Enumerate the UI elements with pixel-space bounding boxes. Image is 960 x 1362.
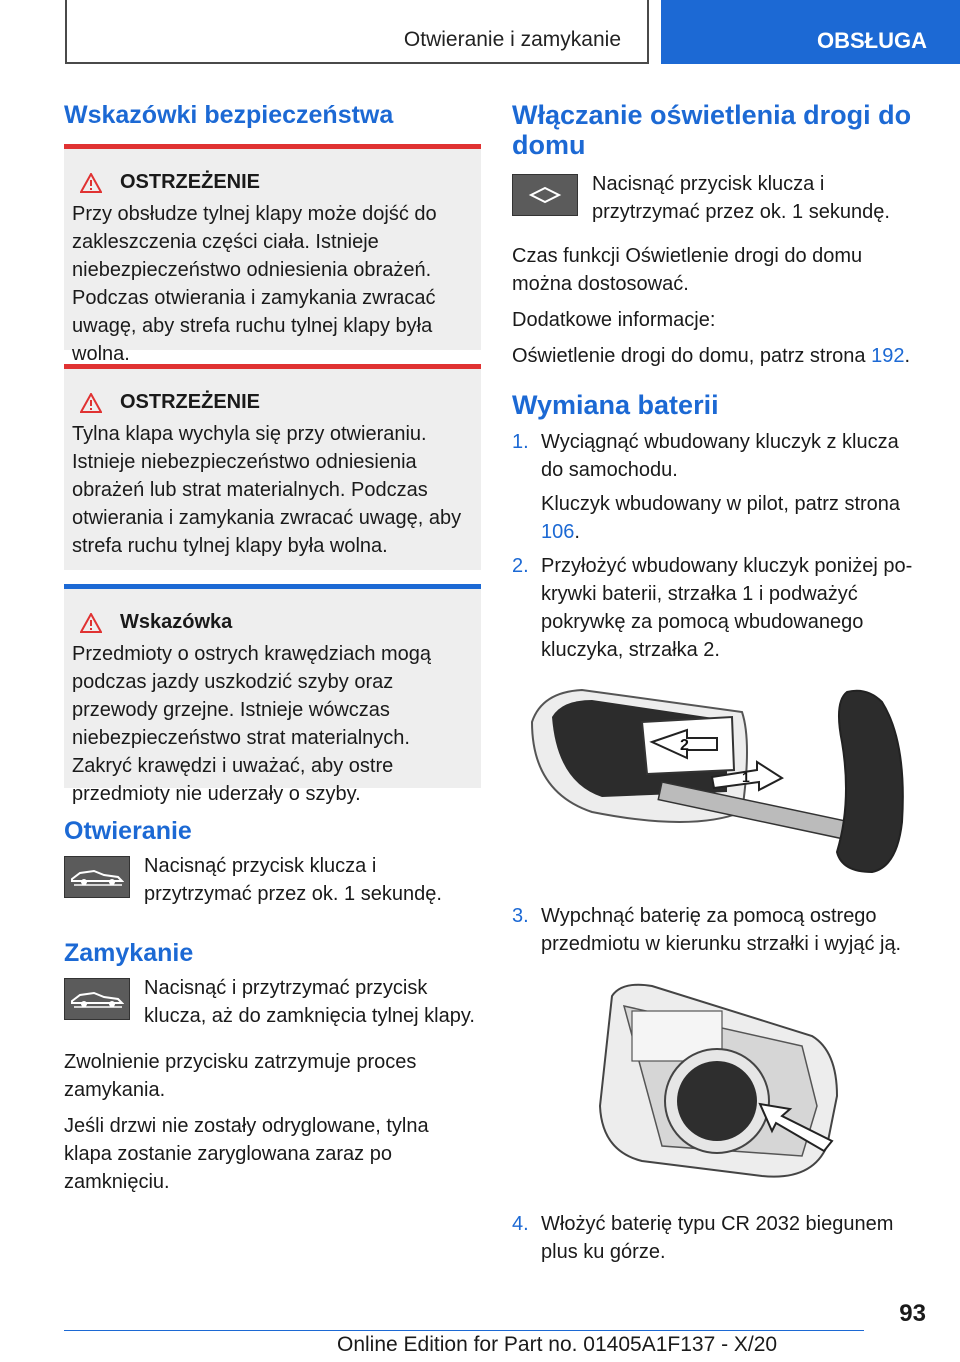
- step-3: [512, 902, 924, 958]
- step-number: 4.: [512, 1213, 529, 1235]
- warning-triangle-icon: [80, 613, 102, 633]
- header-section-title: Otwieranie i zamykanie: [403, 28, 621, 51]
- key-opening-illustration: [512, 682, 912, 882]
- warning-triangle-icon: [80, 173, 102, 193]
- closing-text: Nacisnąć i przytrzymać przycisk klucza, aż do zamknięcia tylnej klapy.: [144, 977, 475, 1027]
- warning-title: OSTRZEŻENIE: [120, 171, 261, 193]
- opening-row: [64, 852, 481, 908]
- page-link-106[interactable]: 106: [541, 521, 575, 543]
- light-text: Nacisnąć przycisk klucza i przytrzymać przez ok. 1 sekundę.: [592, 173, 890, 223]
- trunk-key-icon: [64, 856, 130, 898]
- header-chapter-tab: OBSŁUGA: [661, 0, 960, 64]
- note-title: Wskazówka: [120, 611, 233, 633]
- warning-text: Przy obsłudze tylnej klapy może dojść do zakleszczenia części ciała. Istnieje niebezpieczeństwo odniesienia obrażeń. Podczas otwierania i zamykania zwracać uwagę, aby strefa ruchu tylnej klapy była wolna.: [72, 203, 437, 365]
- header-box: [65, 0, 649, 64]
- step-text: Przyłożyć wbudowany kluczyk poniżej pokrywki baterii, strzałka 1 i podważyć pokrywkę za pomocą wbudowanego kluczyka, strzałka 2.: [541, 555, 913, 661]
- page-number: 93: [899, 1300, 926, 1327]
- key-button-icon: [512, 174, 578, 216]
- opening-text: Nacisnąć przycisk klucza i przytrzymać przez ok. 1 sekundę.: [144, 855, 442, 905]
- light-paragraph-2: Dodatkowe informacje:: [512, 309, 716, 331]
- step-number: 1.: [512, 431, 529, 453]
- warning-text: Tylna klapa wychyla się przy otwieraniu. Istnieje niebezpieczeństwo odniesienia obrażeń lub strat materialnych. Podczas otwierania i zamykania zwracać uwagę, aby strefa ruchu tylnej klapy była wolna.: [72, 423, 462, 557]
- figure-label-1: 1: [742, 769, 750, 785]
- footer-edition: Online Edition for Part no. 01405A1F137 - X/20: [337, 1333, 778, 1356]
- trunk-key-icon: [64, 978, 130, 1020]
- warning-box-2: [64, 364, 481, 570]
- step-number: 2.: [512, 555, 529, 577]
- step-text: Wypchnąć baterię za pomocą ostrego przedmiotu w kierunku strzałki i wyjąć ją.: [541, 905, 902, 955]
- light-paragraph-1: Czas funkcji Oświetlenie drogi do domu można dostosować.: [512, 245, 863, 295]
- step-2: [512, 552, 924, 664]
- left-column: [64, 100, 481, 1196]
- step-text: Wyciągnąć wbudowany kluczyk z klucza do samochodu.: [541, 431, 899, 481]
- closing-row: [64, 974, 481, 1030]
- footer-divider: [64, 1330, 864, 1331]
- warning-triangle-icon: [80, 393, 102, 413]
- closing-heading: Zamykanie: [64, 939, 194, 967]
- safety-heading: Wskazówki bezpieczeństwa: [64, 101, 394, 129]
- note-text: Przedmioty o ostrych krawędziach mogą podczas jazdy uszkodzić szyby oraz przewody grzejne. Istnieje wówczas niebezpieczeństwo strat materialnych. Zakryć krawędzi i uważać, aby ostre przedmioty nie uderzały o szyby.: [72, 643, 432, 805]
- light-heading: Włączanie oświetlenia drogi do domu: [512, 100, 912, 160]
- light-paragraph-3: Oświetlenie drogi do domu, patrz strona 192.: [512, 345, 911, 367]
- warning-box-1: [64, 144, 481, 365]
- note-box: [64, 584, 481, 805]
- closing-paragraph-2: Jeśli drzwi nie zostały odryglowane, tylna klapa zostanie zaryglowana zaraz po zamknięciu.: [64, 1115, 429, 1193]
- opening-heading: Otwieranie: [64, 817, 192, 845]
- warning-title: OSTRZEŻENIE: [120, 391, 261, 413]
- step-number: 3.: [512, 905, 529, 927]
- battery-heading: Wymiana baterii: [512, 390, 719, 420]
- step-text: Włożyć baterię typu CR 2032 biegunem plus ku górze.: [541, 1213, 894, 1263]
- step-1: [512, 428, 924, 546]
- step-4: [512, 1210, 924, 1266]
- step-subtext: Kluczyk wbudowany w pilot, patrz strona 106.: [541, 493, 901, 543]
- page-link-192[interactable]: 192: [871, 345, 905, 367]
- closing-paragraph-1: Zwolnienie przycisku zatrzymuje proces zamykania.: [64, 1051, 417, 1101]
- light-row: [512, 170, 924, 226]
- right-column: [512, 100, 924, 1270]
- battery-removal-illustration: [562, 976, 862, 1196]
- figure-label-2: 2: [680, 737, 689, 754]
